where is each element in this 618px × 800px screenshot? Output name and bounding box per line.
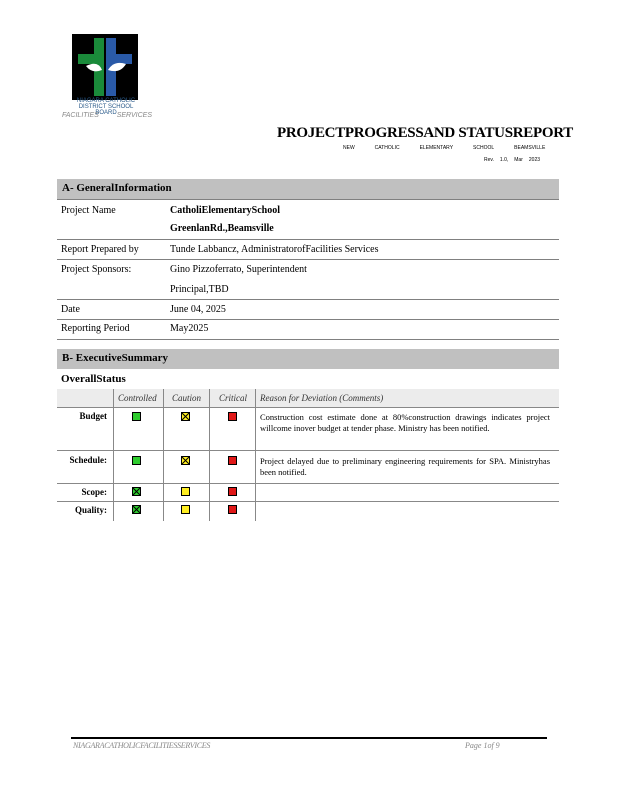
logo-text: NIAGARA CATHOLIC DISTRICT SCHOOL BOARD <box>76 98 136 116</box>
scope-critical-checkbox[interactable] <box>228 487 237 496</box>
board-logo <box>70 34 142 116</box>
logo-sub-left: FACILITIES <box>62 112 99 119</box>
budget-controlled-checkbox[interactable] <box>132 412 141 421</box>
school-word: ELEMENTARY <box>419 145 454 151</box>
school-word: BEAMSVILLE <box>514 145 546 151</box>
row-divider <box>57 407 559 408</box>
section-a-header: A- GeneralInformation <box>57 179 559 199</box>
budget-caution-checkbox[interactable] <box>181 412 190 421</box>
sponsor-value: Principal,TBD <box>170 284 229 295</box>
rev-word: Mar <box>514 157 523 163</box>
school-word: CATHOLIC <box>374 145 400 151</box>
project-name-label: Project Name <box>61 205 116 216</box>
budget-critical-checkbox[interactable] <box>228 412 237 421</box>
budget-label: Budget <box>79 411 107 421</box>
divider <box>57 339 559 340</box>
divider <box>57 259 559 260</box>
date-value: June 04, 2025 <box>170 304 226 315</box>
col-caution: Caution <box>172 393 202 403</box>
quality-caution-checkbox[interactable] <box>181 505 190 514</box>
schedule-controlled-checkbox[interactable] <box>132 456 141 465</box>
sponsors-label: Project Sponsors: <box>61 264 132 275</box>
school-word: NEW <box>343 145 355 151</box>
quality-label: Quality: <box>74 505 107 515</box>
row-divider <box>57 501 559 502</box>
divider <box>57 199 559 200</box>
page-number: Page 1of 9 <box>465 741 500 750</box>
overall-status-heading: OverallStatus <box>61 373 126 385</box>
quality-critical-checkbox[interactable] <box>228 505 237 514</box>
rev-word: Rev. <box>484 157 494 163</box>
school-word: SCHOOL <box>473 145 495 151</box>
divider <box>57 299 559 300</box>
school-line <box>343 145 565 151</box>
reporting-period-value: May2025 <box>170 323 209 334</box>
col-controlled: Controlled <box>118 393 157 403</box>
check-x-icon <box>182 413 189 420</box>
scope-caution-checkbox[interactable] <box>181 487 190 496</box>
check-x-icon <box>133 488 140 495</box>
schedule-critical-checkbox[interactable] <box>228 456 237 465</box>
footer-rule <box>71 737 547 739</box>
schedule-caution-checkbox[interactable] <box>181 456 190 465</box>
prepared-by-value: Tunde Labbancz, AdministratorofFacilities Services <box>170 244 379 255</box>
rev-word: 1.0, <box>499 157 509 163</box>
footer-organization: NIAGARACATHOLICFACILITIESSERVICES <box>73 741 211 750</box>
row-divider <box>57 450 559 451</box>
report-title: PROJECTPROGRESSAND STATUSREPORT <box>277 125 573 141</box>
budget-reason: Construction cost estimate done at 80%construction drawings indicates project willcome inover budget at tender phase. Ministry has been notified. <box>260 412 550 433</box>
divider <box>57 239 559 240</box>
revision-line <box>484 157 546 163</box>
rev-word: 2023 <box>528 157 541 163</box>
schedule-reason: Project delayed due to preliminary engineering requirements for SPA. Ministryhas been notified. <box>260 456 550 477</box>
sponsor-value: Gino Pizzoferrato, Superintendent <box>170 264 307 275</box>
quality-controlled-checkbox[interactable] <box>132 505 141 514</box>
scope-label: Scope: <box>81 487 107 497</box>
col-reason: Reason for Deviation (Comments) <box>260 393 384 403</box>
logo-sub-right: SERVICES <box>116 112 152 119</box>
status-table-header <box>57 389 559 407</box>
row-divider <box>57 483 559 484</box>
logo-cross-icon <box>72 34 138 100</box>
date-label: Date <box>61 304 80 315</box>
prepared-by-label: Report Prepared by <box>61 244 139 255</box>
check-x-icon <box>133 506 140 513</box>
scope-controlled-checkbox[interactable] <box>132 487 141 496</box>
schedule-label: Schedule: <box>69 455 107 465</box>
divider <box>57 319 559 320</box>
section-b-header: B- ExecutiveSummary <box>57 349 559 369</box>
project-name-value: CatholiElementarySchool <box>170 205 280 216</box>
reporting-period-label: Reporting Period <box>61 323 130 334</box>
check-x-icon <box>182 457 189 464</box>
project-location-value: GreenlanRd.,Beamsville <box>170 223 274 234</box>
col-critical: Critical <box>219 393 248 403</box>
logo-subtitle <box>62 112 152 119</box>
